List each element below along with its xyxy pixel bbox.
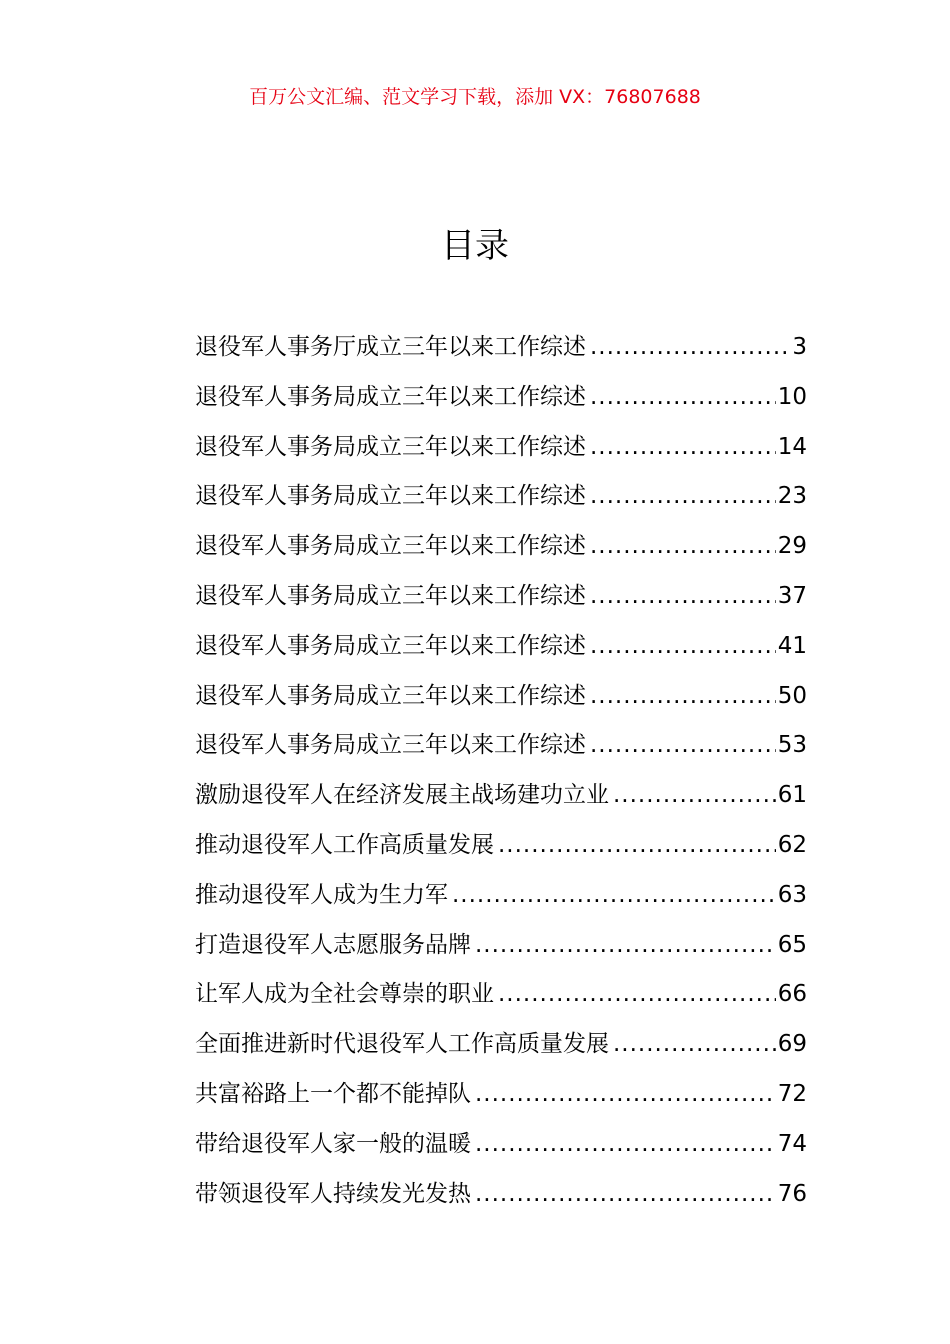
toc-entry[interactable] <box>195 324 807 374</box>
toc-entry[interactable] <box>195 922 807 972</box>
toc-entry-title: 带给退役军人家一般的温暖 <box>195 1130 471 1157</box>
toc-entry[interactable] <box>195 623 807 673</box>
toc-entry-page-number: 66 <box>777 981 807 1008</box>
toc-entry-page-number: 76 <box>777 1180 807 1207</box>
toc-dot-leader <box>498 971 776 1017</box>
toc-entry-title: 让军人成为全社会尊崇的职业 <box>195 981 494 1008</box>
header-watermark-note: 百万公文汇编、范文学习下载，添加 VX：76807688 <box>249 86 701 108</box>
toc-entry-page-number: 14 <box>777 433 807 460</box>
toc-entry-page-number: 29 <box>777 533 807 560</box>
toc-entry-title: 退役军人事务厅成立三年以来工作综述 <box>195 334 586 360</box>
toc-entry-page-number: 10 <box>777 383 807 410</box>
toc-entry-page-number: 65 <box>777 931 807 958</box>
toc-entry-page-number: 3 <box>792 334 807 360</box>
toc-entry-page-number: 37 <box>777 582 807 609</box>
toc-entry-title: 打造退役军人志愿服务品牌 <box>195 931 471 958</box>
toc-entry-title: 带领退役军人持续发光发热 <box>195 1180 471 1207</box>
toc-dot-leader <box>498 822 776 868</box>
toc-entry-page-number: 41 <box>777 632 807 659</box>
toc-entry-title: 退役军人事务局成立三年以来工作综述 <box>195 732 586 759</box>
toc-entry[interactable] <box>195 1171 807 1221</box>
toc-entry-title: 退役军人事务局成立三年以来工作综述 <box>195 682 586 709</box>
toc-entry-title: 共富裕路上一个都不能掉队 <box>195 1080 471 1107</box>
toc-entry[interactable] <box>195 473 807 523</box>
toc-entry-page-number: 72 <box>777 1080 807 1107</box>
toc-dot-leader <box>590 573 776 619</box>
toc-dot-leader <box>475 1171 776 1217</box>
toc-entry[interactable] <box>195 374 807 424</box>
toc-entry[interactable] <box>195 1071 807 1121</box>
toc-title: 目录 <box>441 226 509 266</box>
toc-entry[interactable] <box>195 722 807 772</box>
toc-dot-leader <box>590 722 776 768</box>
toc-entry[interactable] <box>195 872 807 922</box>
toc-dot-leader <box>475 1071 776 1117</box>
toc-entry[interactable] <box>195 424 807 474</box>
toc-dot-leader <box>590 324 790 370</box>
toc-dot-leader <box>590 523 776 569</box>
toc-entry-title: 退役军人事务局成立三年以来工作综述 <box>195 483 586 510</box>
toc-dot-leader <box>475 922 776 968</box>
toc-dot-leader <box>475 1121 776 1167</box>
toc-entry-page-number: 53 <box>777 732 807 759</box>
toc-entry[interactable] <box>195 822 807 872</box>
toc-entry-title: 退役军人事务局成立三年以来工作综述 <box>195 433 586 460</box>
toc-entry-title: 推动退役军人工作高质量发展 <box>195 831 494 858</box>
toc-entry-page-number: 61 <box>777 782 807 809</box>
toc-dot-leader <box>590 673 776 719</box>
toc-dot-leader <box>590 473 776 519</box>
toc-entry[interactable] <box>195 971 807 1021</box>
toc-entry[interactable] <box>195 573 807 623</box>
toc-entry-title: 推动退役军人成为生力军 <box>195 881 448 908</box>
toc-entry-page-number: 62 <box>777 831 807 858</box>
toc-dot-leader <box>590 424 776 470</box>
toc-entry-title: 全面推进新时代退役军人工作高质量发展 <box>195 1031 609 1058</box>
toc-entry[interactable] <box>195 523 807 573</box>
toc-dot-leader <box>452 872 776 918</box>
toc-dot-leader <box>590 374 776 420</box>
toc-entry[interactable] <box>195 1021 807 1071</box>
toc-entry-title: 退役军人事务局成立三年以来工作综述 <box>195 632 586 659</box>
toc-entry-title: 激励退役军人在经济发展主战场建功立业 <box>195 782 609 809</box>
toc-entry[interactable] <box>195 673 807 723</box>
toc-entry-page-number: 63 <box>777 881 807 908</box>
toc-list <box>195 324 807 1220</box>
toc-entry-page-number: 74 <box>777 1130 807 1157</box>
toc-entry-page-number: 23 <box>777 483 807 510</box>
toc-entry[interactable] <box>195 1121 807 1171</box>
toc-entry-page-number: 69 <box>777 1031 807 1058</box>
toc-dot-leader <box>590 623 776 669</box>
toc-entry[interactable] <box>195 772 807 822</box>
toc-dot-leader <box>613 772 776 818</box>
toc-entry-title: 退役军人事务局成立三年以来工作综述 <box>195 383 586 410</box>
toc-entry-title: 退役军人事务局成立三年以来工作综述 <box>195 582 586 609</box>
toc-entry-title: 退役军人事务局成立三年以来工作综述 <box>195 533 586 560</box>
toc-dot-leader <box>613 1021 776 1067</box>
toc-entry-page-number: 50 <box>777 682 807 709</box>
